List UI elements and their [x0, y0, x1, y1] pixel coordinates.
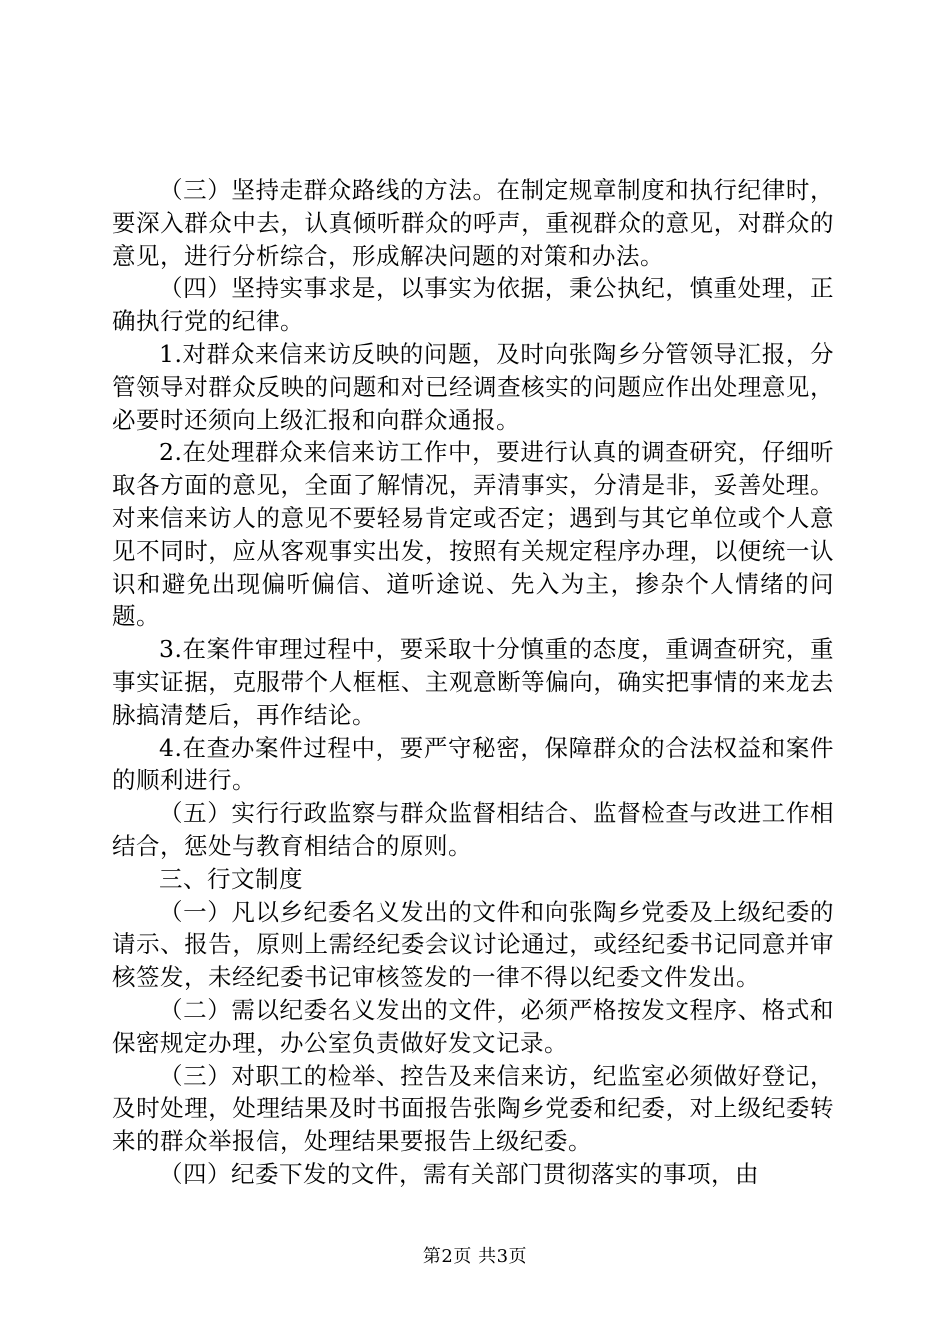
paragraph-4: 2.在处理群众来信来访工作中，要进行认真的调查研究，仔细听取各方面的意见，全面了解情况，弄清事实，分清是非，妥善处理。对来信来访人的意见不要轻易肯定或否定；遇到与其它单位或个人意见不同时，应从客观事实出发，按照有关规定程序办理，以便统一认识和避免出现偏听偏信、道听途说、先入为主，掺杂个人情绪的问题。 [112, 438, 834, 631]
section-heading: 三、行文制度 [159, 864, 303, 893]
paragraph-9: （一）凡以乡纪委名义发出的文件和向张陶乡党委及上级纪委的请示、报告，原则上需经纪委会议讨论通过，或经纪委书记同意并审核签发，未经纪委书记审核签发的一律不得以纪委文件发出。 [112, 897, 834, 992]
document-body [112, 174, 834, 1191]
page-footer: 第2页 共3页 [422, 1246, 528, 1267]
paragraph-11: （三）对职工的检举、控告及来信来访，纪监室必须做好登记，及时处理，处理结果及时书面报告张陶乡党委和纪委，对上级纪委转来的群众举报信，处理结果要报告上级纪委。 [112, 1061, 834, 1156]
paragraph-7: （五）实行行政监察与群众监督相结合、监督检查与改进工作相结合，惩处与教育相结合的原则。 [112, 799, 834, 860]
paragraph-5: 3.在案件审理过程中，要采取十分慎重的态度，重调查研究，重事实证据，克服带个人框框、主观意断等偏向，确实把事情的来龙去脉搞清楚后，再作结论。 [112, 635, 834, 729]
paragraph-12: （四）纪委下发的文件，需有关部门贯彻落实的事项，由 [159, 1159, 759, 1188]
paragraph-6: 4.在查办案件过程中，要严守秘密，保障群众的合法权益和案件的顺利进行。 [112, 733, 834, 795]
paragraph-10: （二）需以纪委名义发出的文件，必须严格按发文程序、格式和保密规定办理，办公室负责做好发文记录。 [112, 995, 834, 1057]
paragraph-2: （四）坚持实事求是，以事实为依据，秉公执纪，慎重处理，正确执行党的纪律。 [112, 274, 834, 336]
paragraph-1: （三）坚持走群众路线的方法。在制定规章制度和执行纪律时，要深入群众中去，认真倾听群众的呼声，重视群众的意见，对群众的意见，进行分析综合，形成解决问题的对策和办法。 [112, 176, 834, 270]
paragraph-3: 1.对群众来信来访反映的问题，及时向张陶乡分管领导汇报，分管领导对群众反映的问题和对已经调查核实的问题应作出处理意见，必要时还须向上级汇报和向群众通报。 [112, 339, 834, 434]
